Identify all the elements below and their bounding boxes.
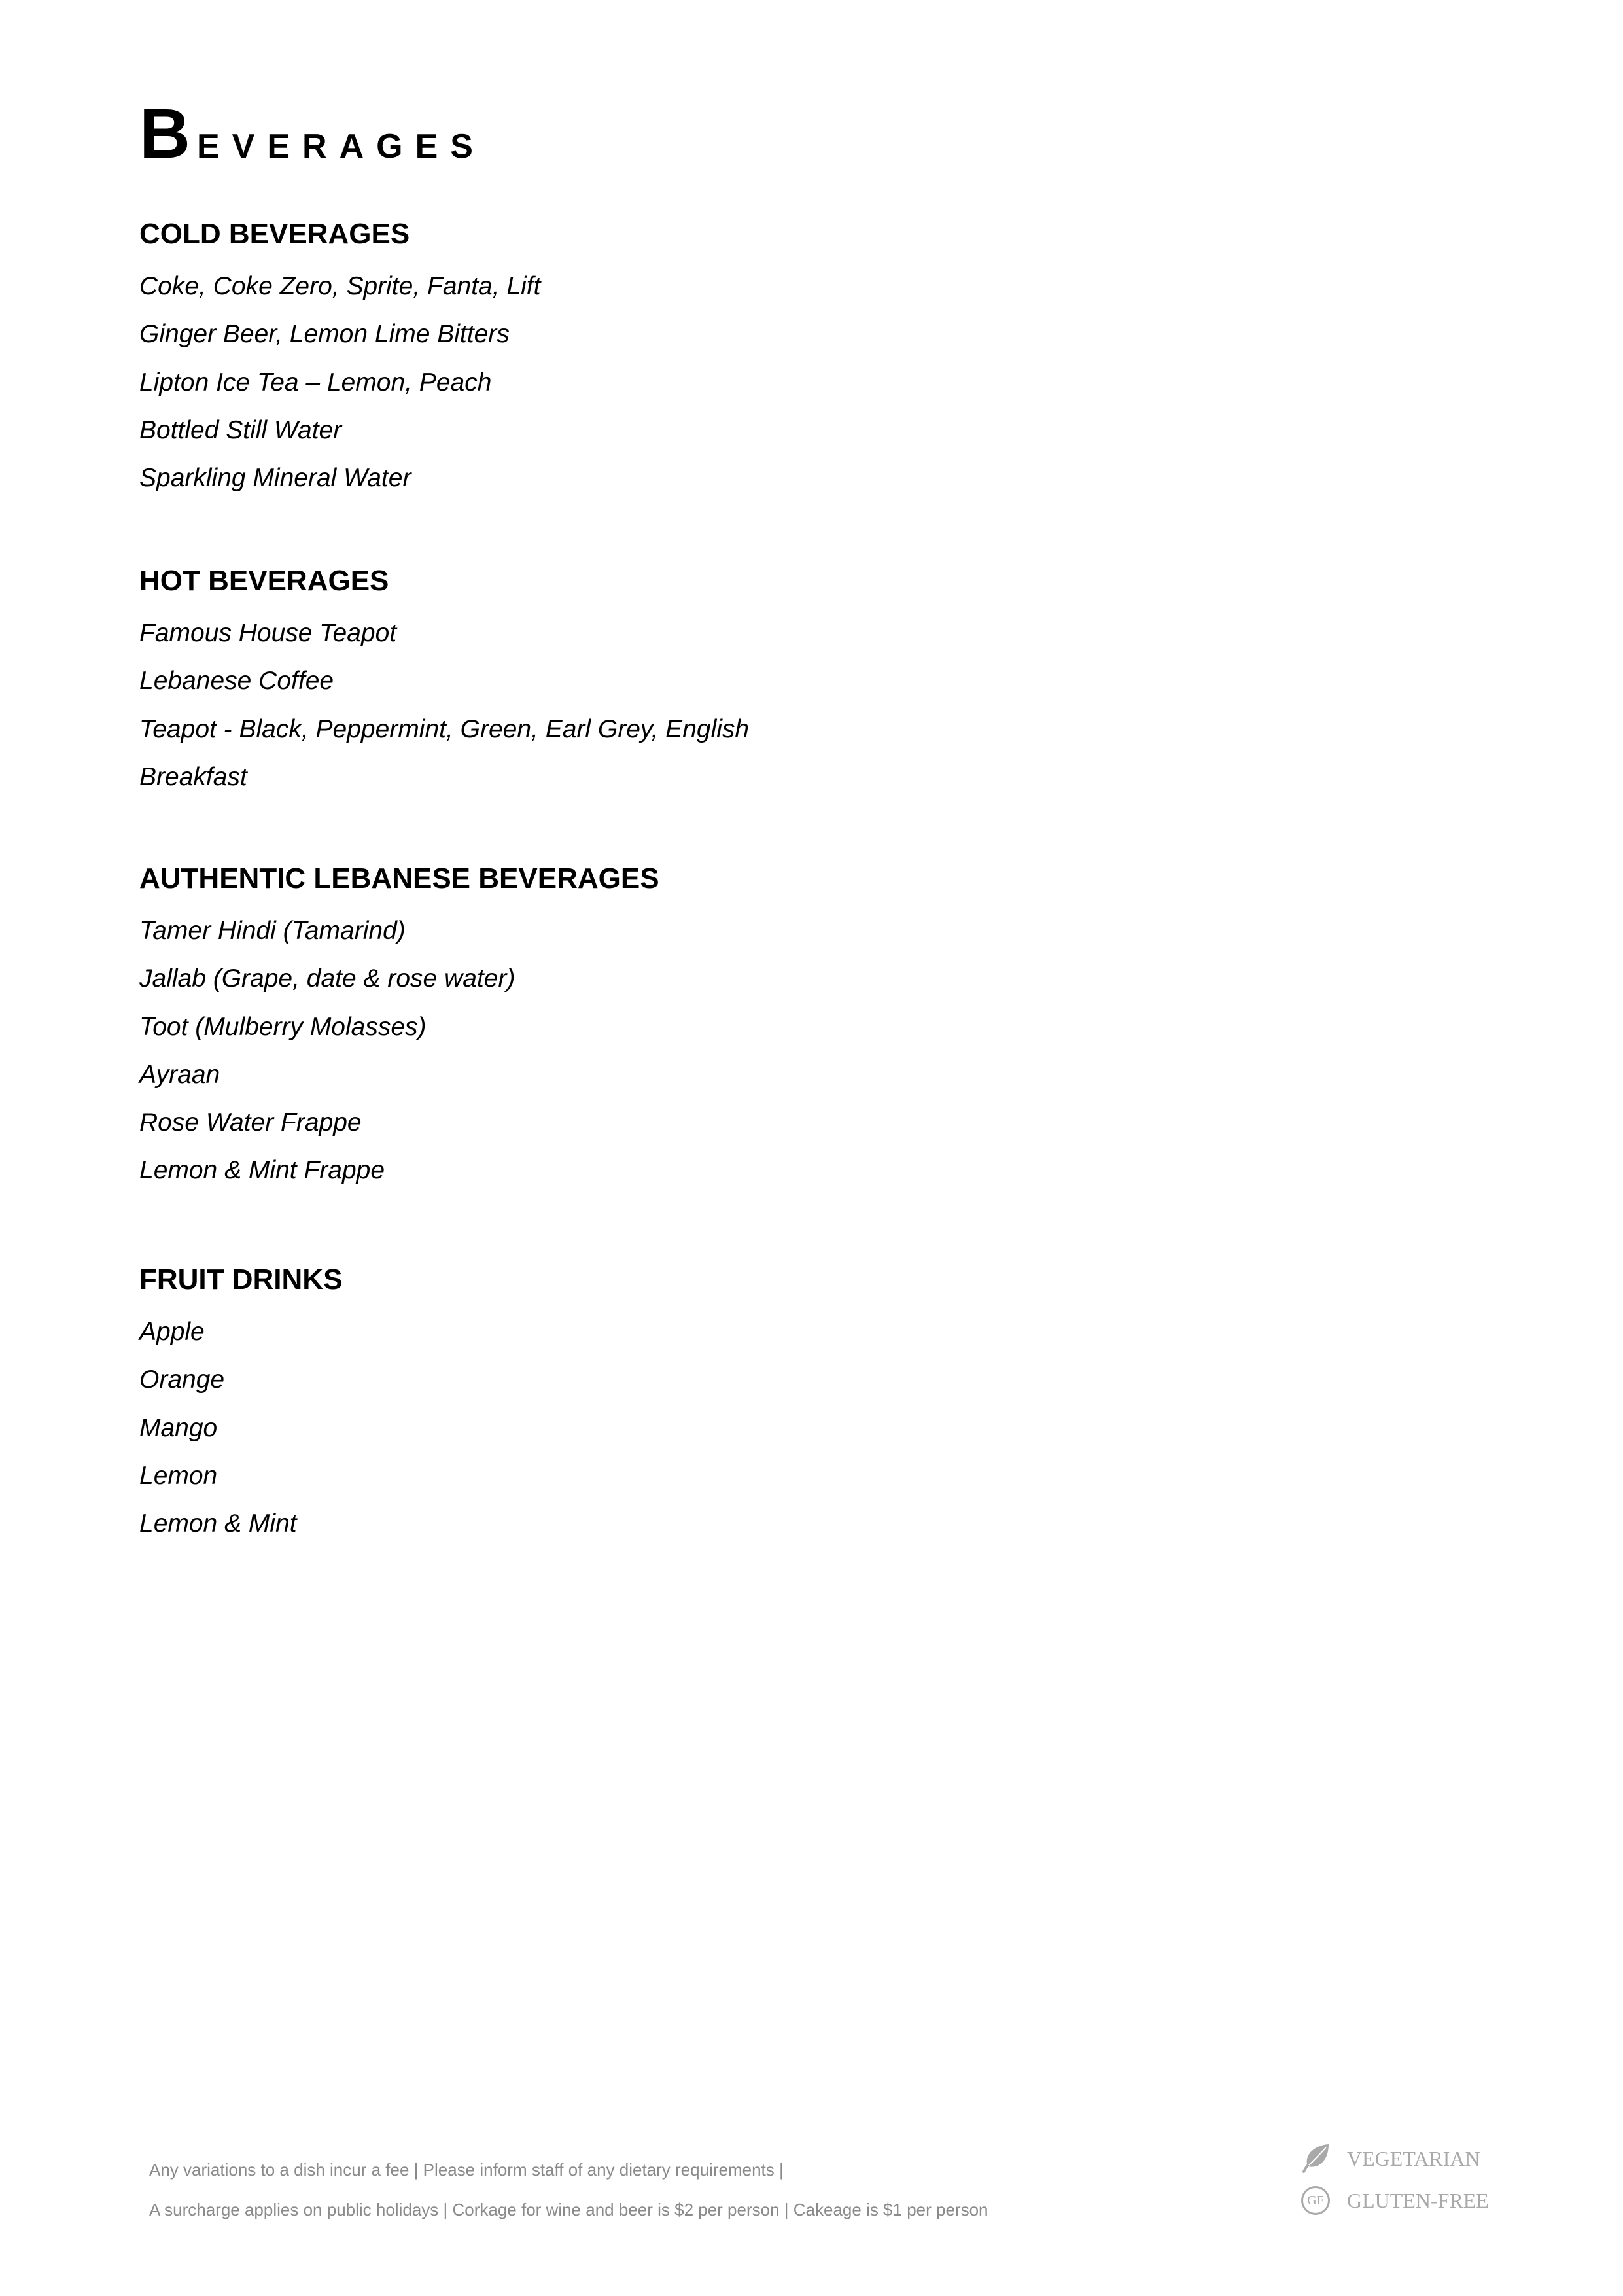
footer-note-line: Any variations to a dish incur a fee | Please inform staff of any dietary requirements |: [149, 2160, 784, 2180]
gf-icon: [1299, 2183, 1333, 2217]
section-heading: AUTHENTIC LEBANESE BEVERAGES: [139, 862, 659, 894]
item-list: [139, 907, 659, 1195]
menu-item: Bottled Still Water: [139, 415, 342, 444]
menu-item: Ginger Beer, Lemon Lime Bitters: [139, 320, 510, 349]
menu-item: Coke, Coke Zero, Sprite, Fanta, Lift: [139, 272, 541, 300]
menu-item: Apple: [139, 1318, 205, 1346]
menu-item: Famous House Teapot: [139, 619, 397, 647]
menu-item: Tamer Hindi (Tamarind): [139, 917, 406, 945]
section-authentic-lebanese-beverages: [139, 859, 659, 1195]
page-title-rest: EVERAGES: [197, 128, 485, 166]
menu-item: Teapot - Black, Peppermint, Green, Earl Grey, English: [139, 715, 750, 743]
menu-item: Lemon: [139, 1461, 218, 1490]
menu-item: Lipton Ice Tea – Lemon, Peach: [139, 368, 492, 397]
legend-label: VEGETARIAN: [1347, 2146, 1480, 2170]
dietary-legend: [1299, 2140, 1489, 2223]
section-hot-beverages: [139, 561, 749, 801]
menu-item: Toot (Mulberry Molasses): [139, 1012, 427, 1041]
legend-gluten-free: [1299, 2181, 1489, 2219]
menu-item: Rose Water Frappe: [139, 1108, 362, 1137]
menu-item: Lemon & Mint: [139, 1510, 297, 1538]
menu-item: Lebanese Coffee: [139, 667, 334, 696]
menu-item: Sparkling Mineral Water: [139, 464, 411, 493]
legend-vegetarian: [1299, 2140, 1489, 2178]
page-title-initial: B: [139, 94, 197, 173]
menu-item: Orange: [139, 1366, 225, 1394]
section-heading: COLD BEVERAGES: [139, 218, 410, 250]
section-heading: HOT BEVERAGES: [139, 565, 389, 597]
item-list: [139, 1308, 342, 1547]
menu-item: Lemon & Mint Frappe: [139, 1156, 385, 1185]
menu-item: Ayraan: [139, 1060, 220, 1089]
section-heading: FRUIT DRINKS: [139, 1263, 343, 1296]
item-list: [139, 262, 540, 502]
menu-item: Breakfast: [139, 762, 247, 791]
gf-badge: GF: [1301, 2186, 1330, 2215]
footer-note-line: A surcharge applies on public holidays | Corkage for wine and beer is $2 per person | Cakeage is $1 per person: [149, 2200, 988, 2219]
menu-item: Mango: [139, 1413, 218, 1442]
footer-notes: [149, 2158, 988, 2221]
item-list: [139, 609, 749, 801]
leaf-icon: [1299, 2142, 1333, 2176]
section-fruit-drinks: [139, 1260, 342, 1547]
section-cold-beverages: [139, 215, 540, 502]
menu-item: Jallab (Grape, date & rose water): [139, 964, 515, 993]
legend-label: GLUTEN-FREE: [1347, 2188, 1489, 2212]
page-title: [139, 94, 485, 173]
